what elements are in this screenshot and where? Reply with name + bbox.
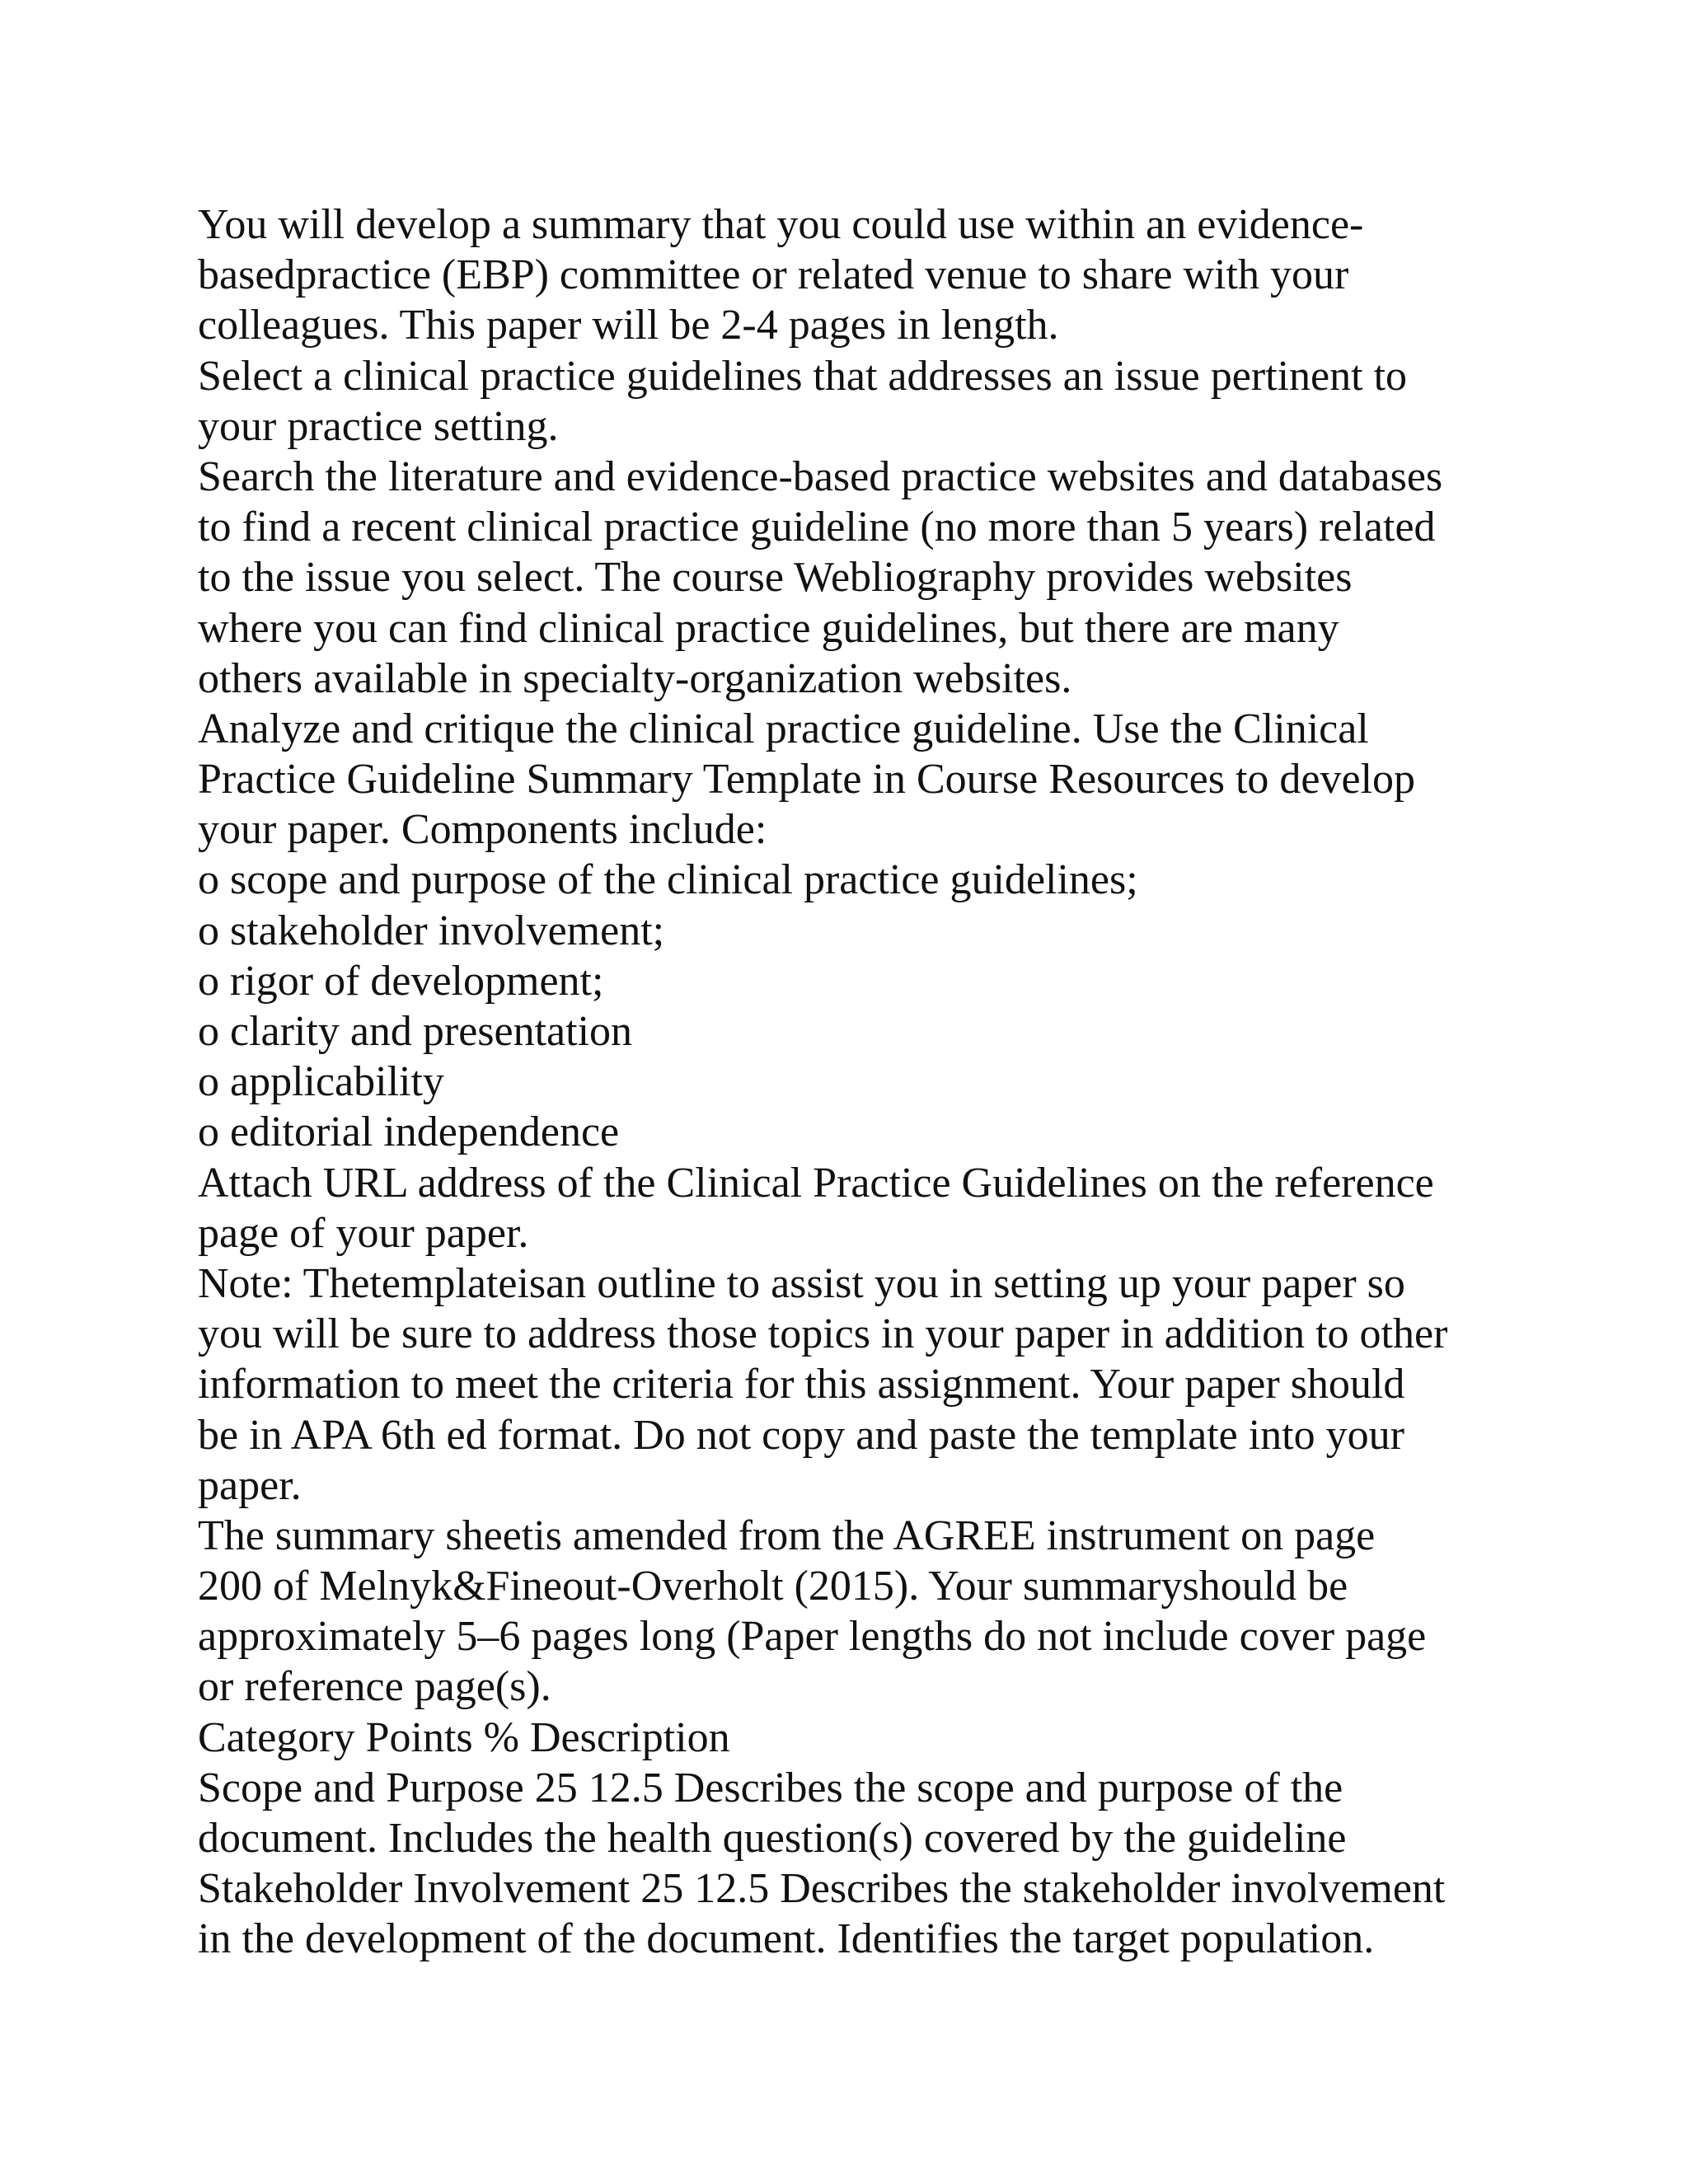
text-line: information to meet the criteria for this assignment. Your paper should (198, 1361, 1405, 1408)
text-line: The summary sheetis amended from the AGREE instrument on page (198, 1511, 1376, 1559)
document-body (198, 199, 1550, 1965)
text-line: others available in specialty-organization websites. (198, 654, 1072, 702)
text-line: where you can find clinical practice guidelines, but there are many (198, 604, 1339, 652)
text-line: be in APA 6th ed format. Do not copy and paste the template into your (198, 1411, 1404, 1459)
text-line: you will be sure to address those topics in your paper in addition to other (198, 1310, 1448, 1358)
text-line: your practice setting. (198, 402, 559, 450)
table-row-line: Stakeholder Involvement 25 12.5 Describes the stakeholder involvement (198, 1865, 1446, 1913)
text-line: or reference page(s). (198, 1663, 551, 1711)
text-line: your paper. Components include: (198, 806, 767, 854)
text-line: Analyze and critique the clinical practice guideline. Use the Clinical (198, 705, 1369, 752)
text-line: basedpractice (EBP) committee or related venue to share with your (198, 251, 1349, 299)
list-item: o clarity and presentation (198, 1008, 633, 1055)
list-item: o stakeholder involvement; (198, 907, 665, 954)
table-row-line: Scope and Purpose 25 12.5 Describes the scope and purpose of the (198, 1764, 1343, 1811)
text-line: Search the literature and evidence-based practice websites and databases (198, 452, 1443, 500)
text-line: to the issue you select. The course Webliography provides websites (198, 554, 1353, 602)
table-header-line: Category Points % Description (198, 1713, 730, 1761)
list-item: o scope and purpose of the clinical practice guidelines; (198, 856, 1138, 904)
list-item: o rigor of development; (198, 957, 604, 1005)
list-item: o applicability (198, 1058, 444, 1106)
text-line: 200 of Melnyk&Fineout-Overholt (2015). Your summaryshould be (198, 1563, 1348, 1610)
table-row-line: document. Includes the health question(s) covered by the guideline (198, 1815, 1347, 1862)
list-item: o editorial independence (198, 1108, 620, 1156)
text-line: colleagues. This paper will be 2-4 pages in length. (198, 302, 1059, 349)
text-line: Attach URL address of the Clinical Practice Guidelines on the reference (198, 1159, 1434, 1207)
text-line: to find a recent clinical practice guideline (no more than 5 years) related (198, 504, 1436, 551)
text-line: Practice Guideline Summary Template in Course Resources to develop (198, 756, 1416, 804)
text-line: page of your paper. (198, 1209, 529, 1257)
text-line: Select a clinical practice guidelines that addresses an issue pertinent to (198, 352, 1408, 400)
table-row-line: in the development of the document. Identifies the target population. (198, 1915, 1375, 1963)
text-line: approximately 5–6 pages long (Paper lengths do not include cover page (198, 1613, 1427, 1661)
text-line: paper. (198, 1461, 302, 1509)
text-line: You will develop a summary that you could use within an evidence- (198, 201, 1364, 248)
text-line: Note: Thetemplateisan outline to assist you in setting up your paper so (198, 1259, 1405, 1307)
